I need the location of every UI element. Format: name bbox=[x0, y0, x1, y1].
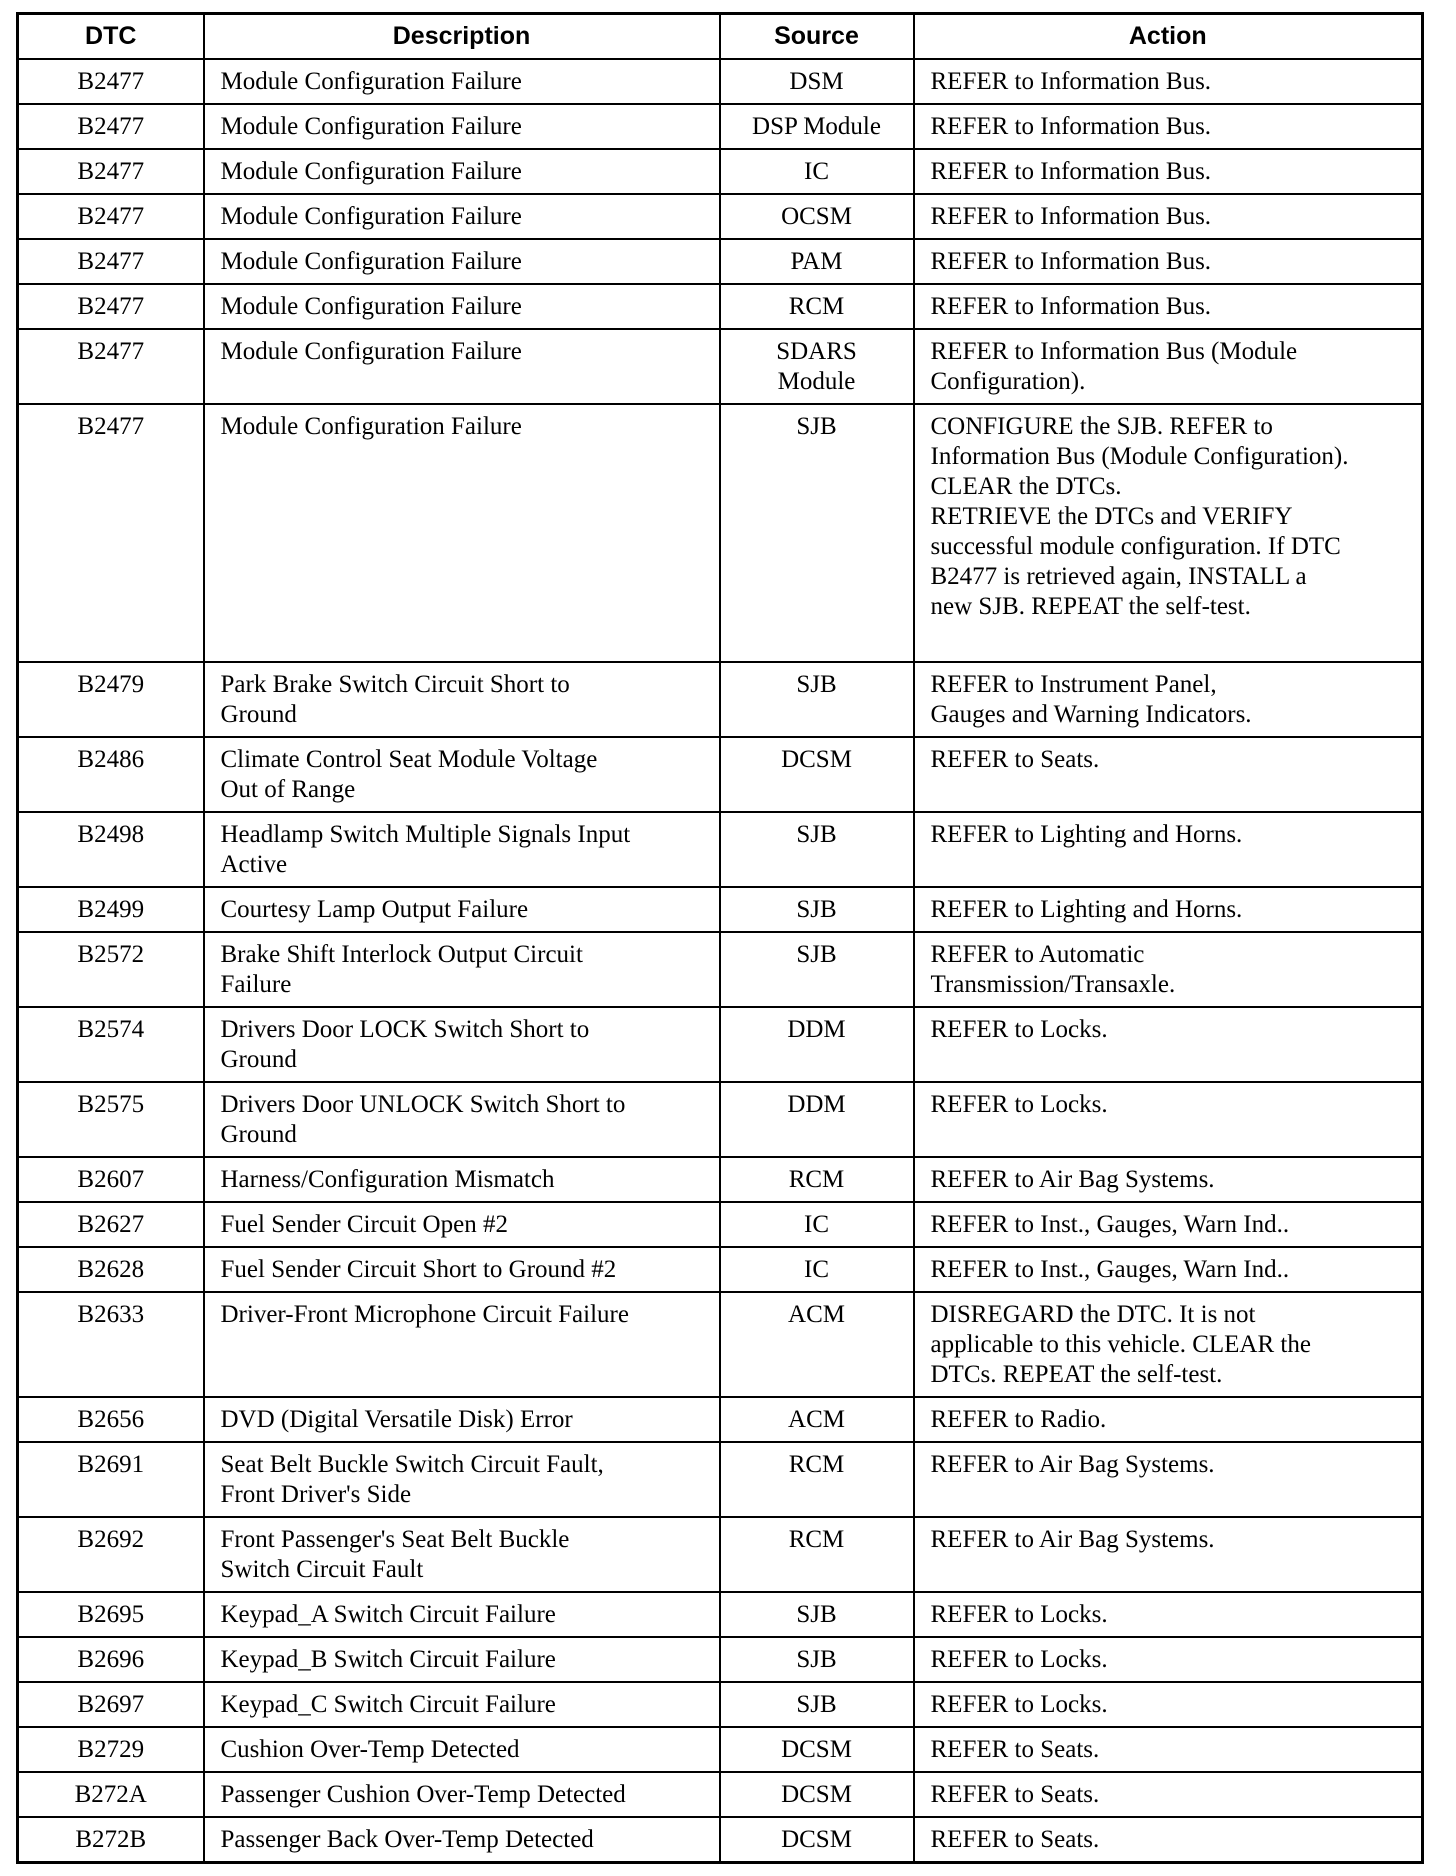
table-row bbox=[18, 737, 1423, 812]
dtc-cell: B2695 bbox=[18, 1592, 204, 1637]
description-cell: Keypad_C Switch Circuit Failure bbox=[204, 1682, 720, 1727]
dtc-cell: B2486 bbox=[18, 737, 204, 812]
description-cell: Brake Shift Interlock Output Circuit Failure bbox=[204, 932, 720, 1007]
dtc-cell: B2628 bbox=[18, 1247, 204, 1292]
description-cell: Fuel Sender Circuit Short to Ground #2 bbox=[204, 1247, 720, 1292]
dtc-cell: B2692 bbox=[18, 1517, 204, 1592]
dtc-cell: B2477 bbox=[18, 104, 204, 149]
action-cell: REFER to Air Bag Systems. bbox=[914, 1442, 1423, 1517]
dtc-cell: B2498 bbox=[18, 812, 204, 887]
source-cell: RCM bbox=[720, 1517, 914, 1592]
action-cell: REFER to Seats. bbox=[914, 1727, 1423, 1772]
action-cell: REFER to Seats. bbox=[914, 1772, 1423, 1817]
dtc-cell: B2575 bbox=[18, 1082, 204, 1157]
description-cell: Module Configuration Failure bbox=[204, 284, 720, 329]
description-cell: Cushion Over-Temp Detected bbox=[204, 1727, 720, 1772]
description-cell: Headlamp Switch Multiple Signals Input Active bbox=[204, 812, 720, 887]
source-cell: SJB bbox=[720, 1682, 914, 1727]
source-cell: DDM bbox=[720, 1007, 914, 1082]
action-cell: REFER to Locks. bbox=[914, 1007, 1423, 1082]
description-cell: Drivers Door UNLOCK Switch Short to Ground bbox=[204, 1082, 720, 1157]
table-row bbox=[18, 1442, 1423, 1517]
source-cell: SDARS Module bbox=[720, 329, 914, 404]
description-cell: Seat Belt Buckle Switch Circuit Fault, Front Driver's Side bbox=[204, 1442, 720, 1517]
source-cell: SJB bbox=[720, 887, 914, 932]
table-row bbox=[18, 1247, 1423, 1292]
table-row bbox=[18, 1637, 1423, 1682]
description-cell: Passenger Back Over-Temp Detected bbox=[204, 1817, 720, 1863]
dtc-cell: B2627 bbox=[18, 1202, 204, 1247]
table-row bbox=[18, 1007, 1423, 1082]
table-row bbox=[18, 662, 1423, 737]
dtc-cell: B2697 bbox=[18, 1682, 204, 1727]
action-cell: REFER to Seats. bbox=[914, 737, 1423, 812]
description-cell: DVD (Digital Versatile Disk) Error bbox=[204, 1397, 720, 1442]
source-cell: SJB bbox=[720, 1637, 914, 1682]
dtc-cell: B2633 bbox=[18, 1292, 204, 1397]
action-cell: REFER to Information Bus. bbox=[914, 59, 1423, 104]
table-row bbox=[18, 329, 1423, 404]
table-row bbox=[18, 404, 1423, 662]
table-row bbox=[18, 1292, 1423, 1397]
dtc-cell: B2477 bbox=[18, 194, 204, 239]
source-cell: SJB bbox=[720, 662, 914, 737]
source-cell: RCM bbox=[720, 284, 914, 329]
table-row bbox=[18, 1202, 1423, 1247]
dtc-table bbox=[16, 12, 1424, 1864]
source-cell: SJB bbox=[720, 404, 914, 662]
description-cell: Driver-Front Microphone Circuit Failure bbox=[204, 1292, 720, 1397]
table-row bbox=[18, 1517, 1423, 1592]
description-cell: Park Brake Switch Circuit Short to Ground bbox=[204, 662, 720, 737]
table-row bbox=[18, 194, 1423, 239]
dtc-cell: B2691 bbox=[18, 1442, 204, 1517]
table-row bbox=[18, 1157, 1423, 1202]
header-dtc: DTC bbox=[18, 14, 204, 60]
action-cell: REFER to Information Bus. bbox=[914, 239, 1423, 284]
action-cell: REFER to Lighting and Horns. bbox=[914, 812, 1423, 887]
header-description: Description bbox=[204, 14, 720, 60]
description-cell: Module Configuration Failure bbox=[204, 194, 720, 239]
description-cell: Keypad_B Switch Circuit Failure bbox=[204, 1637, 720, 1682]
source-cell: SJB bbox=[720, 812, 914, 887]
description-cell: Module Configuration Failure bbox=[204, 149, 720, 194]
source-cell: ACM bbox=[720, 1397, 914, 1442]
source-cell: IC bbox=[720, 149, 914, 194]
source-cell: DSP Module bbox=[720, 104, 914, 149]
description-cell: Keypad_A Switch Circuit Failure bbox=[204, 1592, 720, 1637]
dtc-cell: B2477 bbox=[18, 284, 204, 329]
action-cell: REFER to Automatic Transmission/Transaxle. bbox=[914, 932, 1423, 1007]
dtc-cell: B2477 bbox=[18, 59, 204, 104]
dtc-cell: B2656 bbox=[18, 1397, 204, 1442]
table-row bbox=[18, 1817, 1423, 1863]
table-row bbox=[18, 887, 1423, 932]
header-action: Action bbox=[914, 14, 1423, 60]
action-cell: REFER to Information Bus. bbox=[914, 284, 1423, 329]
source-cell: OCSM bbox=[720, 194, 914, 239]
description-cell: Module Configuration Failure bbox=[204, 404, 720, 662]
action-cell: REFER to Locks. bbox=[914, 1082, 1423, 1157]
table-row bbox=[18, 239, 1423, 284]
action-cell: REFER to Locks. bbox=[914, 1592, 1423, 1637]
dtc-cell: B272B bbox=[18, 1817, 204, 1863]
table-header-row bbox=[18, 14, 1423, 60]
table-row bbox=[18, 812, 1423, 887]
source-cell: ACM bbox=[720, 1292, 914, 1397]
table-row bbox=[18, 1592, 1423, 1637]
action-cell: REFER to Lighting and Horns. bbox=[914, 887, 1423, 932]
dtc-cell: B2477 bbox=[18, 239, 204, 284]
action-cell: REFER to Radio. bbox=[914, 1397, 1423, 1442]
description-cell: Passenger Cushion Over-Temp Detected bbox=[204, 1772, 720, 1817]
action-cell: DISREGARD the DTC. It is not applicable to this vehicle. CLEAR the DTCs. REPEAT the self-test. bbox=[914, 1292, 1423, 1397]
table-row bbox=[18, 104, 1423, 149]
action-cell: REFER to Air Bag Systems. bbox=[914, 1157, 1423, 1202]
description-cell: Module Configuration Failure bbox=[204, 239, 720, 284]
description-cell: Courtesy Lamp Output Failure bbox=[204, 887, 720, 932]
source-cell: RCM bbox=[720, 1442, 914, 1517]
source-cell: SJB bbox=[720, 1592, 914, 1637]
description-cell: Module Configuration Failure bbox=[204, 104, 720, 149]
table-row bbox=[18, 149, 1423, 194]
source-cell: DCSM bbox=[720, 1727, 914, 1772]
dtc-cell: B2607 bbox=[18, 1157, 204, 1202]
source-cell: DCSM bbox=[720, 737, 914, 812]
source-cell: IC bbox=[720, 1247, 914, 1292]
source-cell: PAM bbox=[720, 239, 914, 284]
table-row bbox=[18, 1682, 1423, 1727]
dtc-cell: B2572 bbox=[18, 932, 204, 1007]
dtc-cell: B2499 bbox=[18, 887, 204, 932]
source-cell: DCSM bbox=[720, 1817, 914, 1863]
source-cell: DCSM bbox=[720, 1772, 914, 1817]
table-row bbox=[18, 1727, 1423, 1772]
dtc-cell: B2477 bbox=[18, 404, 204, 662]
source-cell: DSM bbox=[720, 59, 914, 104]
description-cell: Drivers Door LOCK Switch Short to Ground bbox=[204, 1007, 720, 1082]
action-cell: REFER to Information Bus. bbox=[914, 194, 1423, 239]
dtc-cell: B2729 bbox=[18, 1727, 204, 1772]
action-cell: CONFIGURE the SJB. REFER to Information Bus (Module Configuration). CLEAR the DTCs. RETRIEVE the DTCs and VERIFY successful module configuration. If DTC B2477 is retrieved again, INSTALL a new SJB. REPEAT the self-test. bbox=[914, 404, 1423, 662]
description-cell: Front Passenger's Seat Belt Buckle Switch Circuit Fault bbox=[204, 1517, 720, 1592]
action-cell: REFER to Air Bag Systems. bbox=[914, 1517, 1423, 1592]
description-cell: Harness/Configuration Mismatch bbox=[204, 1157, 720, 1202]
table-row bbox=[18, 932, 1423, 1007]
table-row bbox=[18, 284, 1423, 329]
action-cell: REFER to Locks. bbox=[914, 1637, 1423, 1682]
source-cell: SJB bbox=[720, 932, 914, 1007]
description-cell: Fuel Sender Circuit Open #2 bbox=[204, 1202, 720, 1247]
dtc-cell: B2477 bbox=[18, 329, 204, 404]
table-row bbox=[18, 1772, 1423, 1817]
source-cell: RCM bbox=[720, 1157, 914, 1202]
description-cell: Climate Control Seat Module Voltage Out of Range bbox=[204, 737, 720, 812]
action-cell: REFER to Locks. bbox=[914, 1682, 1423, 1727]
header-source: Source bbox=[720, 14, 914, 60]
dtc-cell: B2477 bbox=[18, 149, 204, 194]
action-cell: REFER to Inst., Gauges, Warn Ind.. bbox=[914, 1247, 1423, 1292]
source-cell: DDM bbox=[720, 1082, 914, 1157]
table-row bbox=[18, 1397, 1423, 1442]
action-cell: REFER to Information Bus. bbox=[914, 104, 1423, 149]
description-cell: Module Configuration Failure bbox=[204, 329, 720, 404]
description-cell: Module Configuration Failure bbox=[204, 59, 720, 104]
action-cell: REFER to Information Bus. bbox=[914, 149, 1423, 194]
table-row bbox=[18, 59, 1423, 104]
source-cell: IC bbox=[720, 1202, 914, 1247]
dtc-cell: B2696 bbox=[18, 1637, 204, 1682]
dtc-cell: B2574 bbox=[18, 1007, 204, 1082]
action-cell: REFER to Seats. bbox=[914, 1817, 1423, 1863]
dtc-cell: B272A bbox=[18, 1772, 204, 1817]
action-cell: REFER to Instrument Panel, Gauges and Warning Indicators. bbox=[914, 662, 1423, 737]
action-cell: REFER to Inst., Gauges, Warn Ind.. bbox=[914, 1202, 1423, 1247]
table-row bbox=[18, 1082, 1423, 1157]
action-cell: REFER to Information Bus (Module Configuration). bbox=[914, 329, 1423, 404]
dtc-cell: B2479 bbox=[18, 662, 204, 737]
